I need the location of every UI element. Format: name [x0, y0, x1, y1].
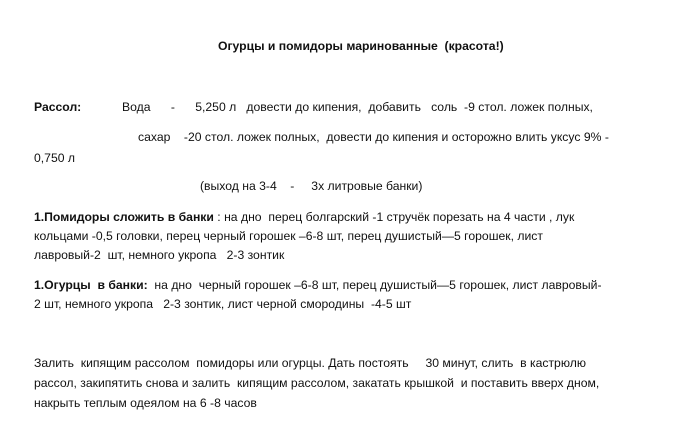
tomatoes-heading: 1.Помидоры сложить в банки — [34, 210, 214, 224]
brine-label: Рассол: — [34, 100, 82, 114]
final-instructions-line-3: накрыть теплым одеялом на 6 -8 часов — [34, 396, 257, 410]
tomatoes-paragraph-line-1 — [34, 209, 574, 225]
cucumbers-paragraph-line-1 — [34, 277, 602, 293]
cucumbers-heading: 1.Огурцы в банки: — [34, 278, 148, 292]
document-title: Огурцы и помидоры маринованные (красота!) — [218, 39, 504, 53]
brine-vinegar-amount: 0,750 л — [34, 151, 75, 165]
final-instructions-line-1: Залить кипящим рассолом помидоры или огурцы. Дать постоять 30 минут, слить в кастрюлю — [34, 356, 586, 370]
final-instructions-line-2: рассол, закипятить снова и залить кипящим рассолом, закатать крышкой и поставить вверх дном, — [34, 376, 600, 390]
brine-sugar-line: сахар -20 стол. ложек полных, довести до кипения и осторожно влить уксус 9% - — [138, 130, 609, 144]
cucumbers-text-2: 2 шт, немного укропа 2-3 зонтик, лист черной смородины -4-5 шт — [34, 297, 412, 311]
cucumbers-text-1: на дно черный горошек –6-8 шт, перец душистый—5 горошек, лист лавровый- — [147, 278, 602, 292]
brine-water-line: Вода - 5,250 л довести до кипения, добавить соль -9 стол. ложек полных, — [122, 100, 593, 114]
tomatoes-text-1: : на дно перец болгарский -1 стручёк порезать на 4 части , лук — [213, 210, 575, 224]
yield-note: (выход на 3-4 - 3х литровые банки) — [200, 179, 423, 193]
tomatoes-text-3: лавровый-2 шт, немного укропа 2-3 зонтик — [34, 248, 285, 262]
tomatoes-text-2: кольцами -0,5 головки, перец черный горошек –6-8 шт, перец душистый—5 горошек, лист — [34, 229, 543, 243]
